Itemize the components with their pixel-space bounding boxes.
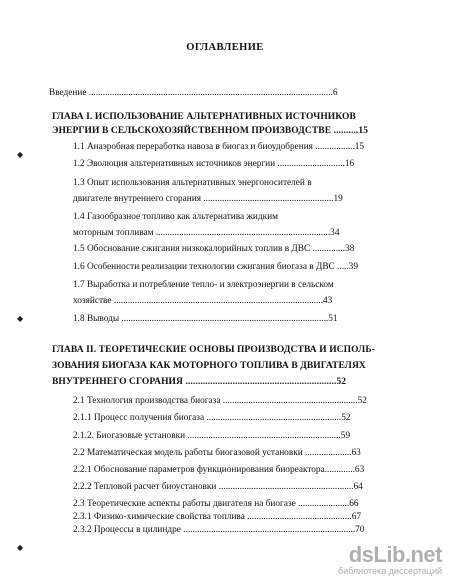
toc-item-2-2-2: 2.2.2 Тепловой расчет биоустановки ..........................................................64 [73, 482, 363, 492]
toc-item-1-3-line-1: 1.3 Опыт использования альтернативных энергоносителей в [73, 178, 312, 188]
toc-chapter-2-line-3: ВНУТРЕННЕГО СГОРАНИЯ .............................................................52 [52, 377, 347, 387]
toc-line-intro: Введение .........................................................................................................6 [49, 88, 338, 98]
toc-item-1-6: 1.6 Особенности реализации технологии сжигания биогаза в ДВС .....39 [73, 262, 358, 272]
toc-item-1-4-line-1: 1.4 Газообразное топливо как альтернатива жидким [73, 212, 279, 222]
toc-item-1-7-line-2: хозяйстве ..........................................................................................43 [73, 296, 333, 306]
toc-item-2-1-2: 2.1.2. Биогазовые установки ..................................................................59 [73, 431, 351, 441]
toc-item-1-4-line-2: моторным топливам ...........................................................................34 [73, 228, 340, 238]
page-title: ОГЛАВЛЕНИЕ [186, 42, 264, 53]
toc-chapter-2-line-1: ГЛАВА II. ТЕОРЕТИЧЕСКИЕ ОСНОВЫ ПРОИЗВОДСТВА И ИСПОЛЬ- [52, 345, 375, 355]
toc-item-2-2: 2.2 Математическая модель работы биогазовой установки ....................63 [73, 448, 361, 458]
toc-item-1-7-line-1: 1.7 Выработка и потребление тепло- и электроэнергии в сельском [73, 280, 334, 290]
toc-chapter-1-line-2: ЭНЕРГИИ В СЕЛЬСКОХОЗЯЙСТВЕННОМ ПРОИЗВОДСТВЕ ..........15 [52, 126, 369, 136]
toc-chapter-1-line-1: ГЛАВА I. ИСПОЛЬЗОВАНИЕ АЛЬТЕРНАТИВНЫХ ИСТОЧНИКОВ [52, 112, 356, 122]
toc-item-1-1: 1.1 Анаэробная переработка навоза в биогаз и биоудобрения .................15 [73, 142, 365, 152]
toc-item-2-1: 2.1 Технология производства биогаза ..........................................................52 [73, 396, 367, 406]
toc-chapter-2-line-2: ЗОВАНИЯ БИОГАЗА КАК МОТОРНОГО ТОПЛИВА В ДВИГАТЕЛЯХ [52, 361, 366, 371]
toc-item-2-3: 2.3 Теоретические аспекты работы двигателя на биогазе ......................66 [73, 499, 359, 509]
watermark [324, 542, 442, 578]
toc-item-2-2-1: 2.2.1 Обоснование параметров функционирования биореактора.............63 [73, 465, 365, 475]
margin-mark-icon: ◆ [17, 543, 24, 552]
toc-item-2-1-1: 2.1.1 Процесс получения биогаза ..........................................................52 [73, 413, 351, 423]
watermark-logo: dsLib.net [348, 542, 442, 567]
watermark-subtitle: библиотека диссертаций [337, 566, 442, 576]
toc-item-2-3-2: 2.3.2 Процессы в цилиндре ..........................................................................70 [73, 525, 365, 535]
margin-mark-icon: ◆ [17, 314, 24, 323]
toc-item-1-3-line-2: двигателе внутреннего сгорания ........................................................19 [73, 194, 343, 204]
toc-item-1-5: 1.5 Обоснование сжигания низкокалорийных топлив в ДВС ..............38 [73, 244, 355, 254]
toc-item-1-8: 1.8 Выводы .........................................................................................51 [73, 314, 338, 324]
toc-item-2-3-1: 2.3.1 Физико-химические свойства топлива .............................................67 [73, 512, 362, 522]
margin-mark-icon: ◆ [17, 150, 24, 159]
toc-item-1-2: 1.2 Эволюция альтернативных источников энергии .............................16 [73, 159, 355, 169]
